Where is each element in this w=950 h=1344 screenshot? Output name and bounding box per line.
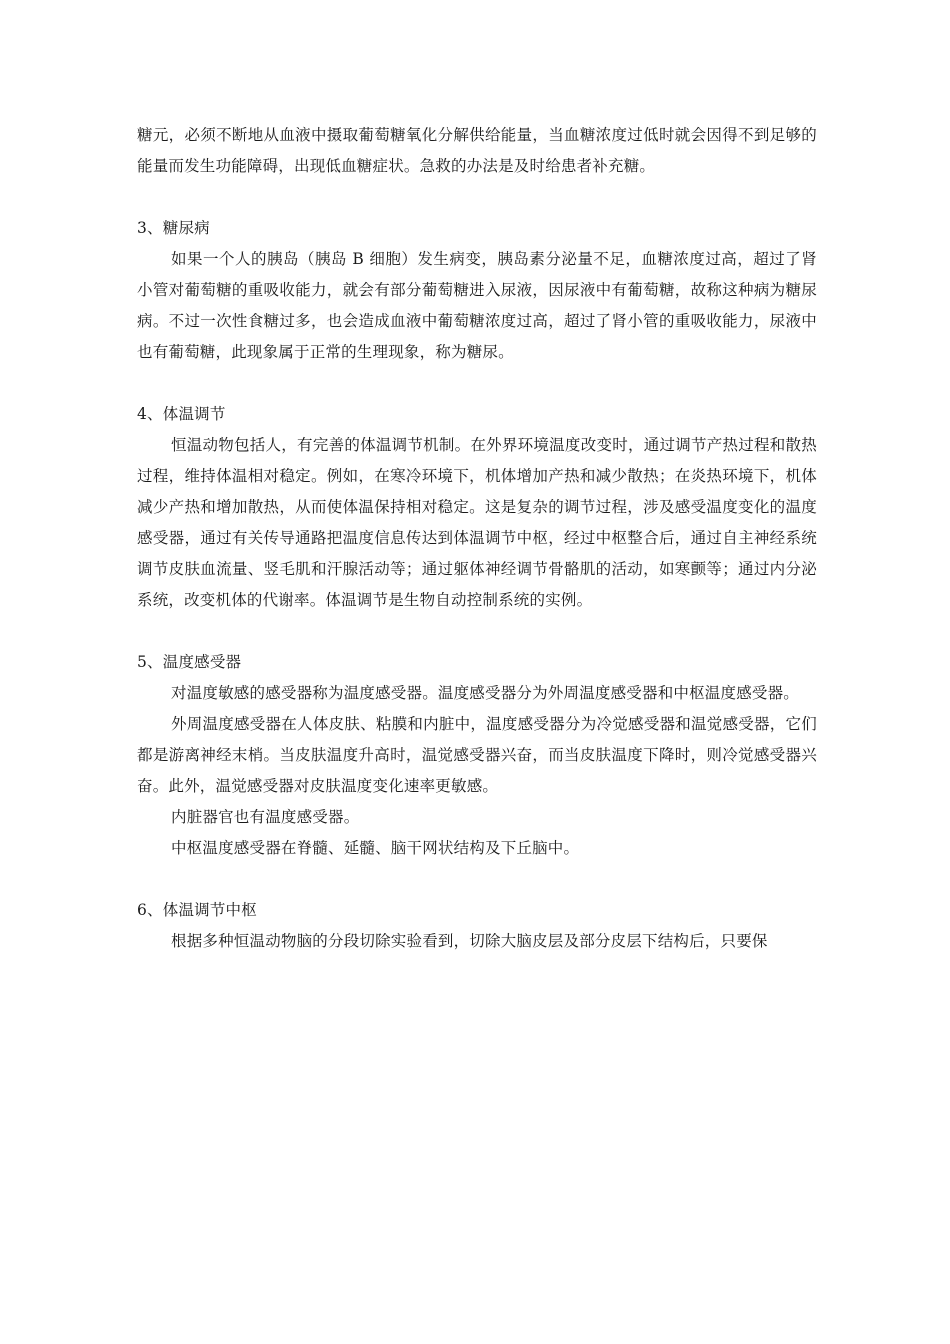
section-gap — [137, 864, 817, 895]
paragraph-thermoreceptors-intro: 对温度敏感的感受器称为温度感受器。温度感受器分为外周温度感受器和中枢温度感受器。 — [171, 684, 800, 702]
paragraph-hypoglycemia: 糖元，必须不断地从血液中摄取葡萄糖氧化分解供给能量，当血糖浓度过低时就会因得不到足够的能量而发生功能障碍，出现低血糖症状。急救的办法是及时给患者补充糖。 — [137, 126, 817, 175]
paragraph-peripheral-receptors: 外周温度感受器在人体皮肤、粘膜和内脏中，温度感受器分为冷觉感受器和温觉感受器，它们都是游离神经末梢。当皮肤温度升高时，温觉感受器兴奋，而当皮肤温度下降时，则冷觉感受器兴奋。此外，温觉感受器对皮肤温度变化速率更敏感。 — [137, 715, 817, 795]
document-body — [137, 120, 817, 957]
paragraph-thermoregulation: 恒温动物包括人，有完善的体温调节机制。在外界环境温度改变时，通过调节产热过程和散热过程，维持体温相对稳定。例如，在寒冷环境下，机体增加产热和减少散热；在炎热环境下，机体减少产热和增加散热，从而使体温保持相对稳定。这是复杂的调节过程，涉及感受温度变化的温度感受器，通过有关传导通路把温度信息传达到体温调节中枢，经过中枢整合后，通过自主神经系统调节皮肤血流量、竖毛肌和汗腺活动等；通过躯体神经调节骨骼肌的活动，如寒颤等；通过内分泌系统，改变机体的代谢率。体温调节是生物自动控制系统的实例。 — [137, 436, 817, 609]
section-heading-diabetes: 3、糖尿病 — [137, 219, 210, 237]
section-gap — [137, 368, 817, 399]
section-gap — [137, 616, 817, 647]
paragraph-thermoregulation-center: 根据多种恒温动物脑的分段切除实验看到，切除大脑皮层及部分皮层下结构后，只要保 — [171, 932, 768, 950]
section-heading-thermoregulation: 4、体温调节 — [137, 405, 226, 423]
paragraph-diabetes: 如果一个人的胰岛（胰岛 B 细胞）发生病变，胰岛素分泌量不足，血糖浓度过高，超过了肾小管对葡萄糖的重吸收能力，就会有部分葡萄糖进入尿液，因尿液中有葡萄糖，故称这种病为糖尿病。不过一次性食糖过多，也会造成血液中葡萄糖浓度过高，超过了肾小管的重吸收能力，尿液中也有葡萄糖，此现象属于正常的生理现象，称为糖尿。 — [137, 250, 817, 361]
paragraph-central-receptors: 中枢温度感受器在脊髓、延髓、脑干网状结构及下丘脑中。 — [171, 839, 580, 857]
section-heading-thermoreceptors: 5、温度感受器 — [137, 653, 242, 671]
section-gap — [137, 182, 817, 213]
section-heading-thermoregulation-center: 6、体温调节中枢 — [137, 901, 257, 919]
paragraph-visceral-receptors: 内脏器官也有温度感受器。 — [171, 808, 360, 826]
